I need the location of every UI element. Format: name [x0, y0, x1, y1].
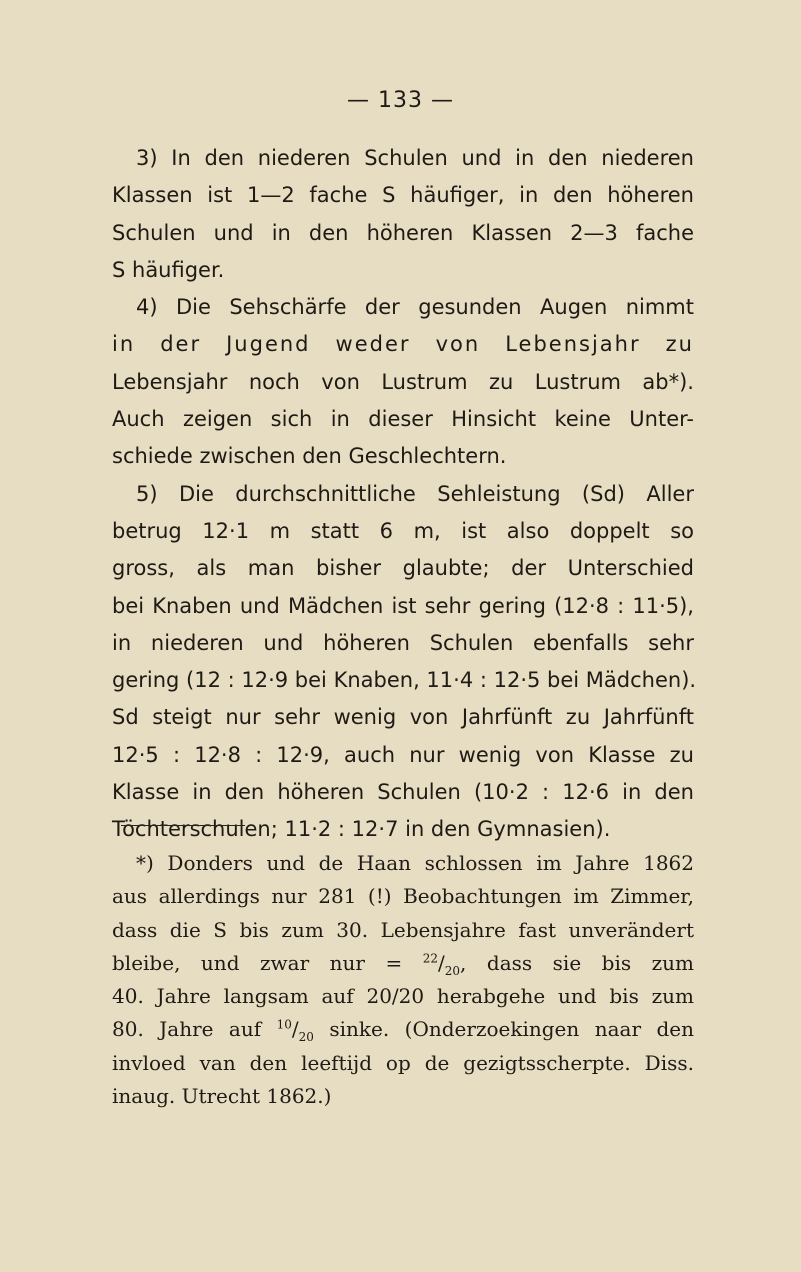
page-number: — 133 — — [347, 88, 454, 113]
footnote-text: 80. Jahre auf — [112, 1017, 277, 1042]
paragraph-5-line: Sd steigt nur sehr wenig von Jahrfünft zu Jahrfünft — [112, 705, 694, 730]
footnote-text: 40. Jahre langsam auf — [112, 984, 367, 1009]
footnote-divider — [121, 825, 245, 826]
footnote-line — [112, 980, 694, 1013]
footnote-line: dass die S bis zum 30. Lebensjahre fast unverändert — [112, 917, 694, 942]
paragraph-5-line: Töchterschulen; 11·2 : 12·7 in den Gymnasien). — [112, 817, 611, 842]
paragraph-5-line: gering (12 : 12·9 bei Knaben, 11·4 : 12·5 bei Mädchen). — [112, 668, 697, 693]
footnote-text: bleibe, und zwar nur = — [112, 950, 423, 975]
paragraph-3-line: 3) In den niederen Schulen und in den niederen — [136, 146, 694, 170]
paragraph-3-line: S häufiger. — [112, 257, 225, 282]
body-text — [112, 140, 697, 849]
paragraph-5-line: gross, als man bisher glaubte; der Unterschied — [112, 556, 694, 581]
footnote-text: , dass sie bis zum — [460, 950, 695, 975]
footnote-line: aus allerdings nur 281 (!) Beobachtungen im Zimmer, — [112, 884, 694, 909]
fraction-denominator: 20 — [444, 963, 461, 978]
paragraph-5-line: betrug 12·1 m statt 6 m, ist also doppelt so — [112, 518, 694, 543]
footnote-text: herabgehe und bis zum — [424, 984, 694, 1009]
paragraph-4-line: 4) Die Sehschärfe der gesunden Augen nimmt — [136, 295, 694, 320]
footnote-line: bleibe, und zwar nur = $^{22}/_{20}$, dass sie bis zum — [112, 950, 695, 978]
fraction: 20/20 — [366, 984, 425, 1009]
paragraph-4-line: in der Jugend weder von Lebensjahr zu — [112, 332, 694, 357]
footnote-line: inaug. Utrecht 1862.) — [112, 1084, 332, 1109]
paragraph-4-line: Auch zeigen sich in dieser Hinsicht keine Unter- — [112, 407, 694, 432]
paragraph-3-line: Klassen ist 1—2 fache S häufiger, in den höheren — [112, 183, 694, 208]
fraction-denominator: 20 — [298, 1030, 314, 1045]
paragraph-5-line: in niederen und höheren Schulen ebenfalls sehr — [112, 630, 694, 655]
paragraph-4-line: schiede zwischen den Geschlechtern. — [112, 444, 507, 469]
paragraph-5-line: 12·5 : 12·8 : 12·9, auch nur wenig von Klasse zu — [112, 742, 694, 767]
paragraph-5-line: 5) Die durchschnittliche Sehleistung (Sd) Aller — [136, 481, 694, 506]
paragraph-4-line: Lebensjahr noch von Lustrum zu Lustrum ab*). — [112, 369, 694, 394]
footnote-line: 80. Jahre auf $^{10}/_{20}$ sinke. (Onderzoekingen naar den — [112, 1017, 694, 1045]
paragraph-5-line: bei Knaben und Mädchen ist sehr gering (12·8 : 11·5), — [112, 593, 694, 618]
fraction-numerator: 10 — [276, 1017, 292, 1032]
paragraph-3-line: Schulen und in den höheren Klassen 2—3 fache — [112, 220, 694, 245]
footnote-line: invloed van den leeftijd op de gezigtsscherpte. Diss. — [112, 1050, 694, 1075]
fraction-numerator: 22 — [422, 951, 439, 966]
footnote-line: *) Donders und de Haan schlossen im Jahre 1862 — [136, 851, 694, 875]
paragraph-5-line: Klasse in den höheren Schulen (10·2 : 12·6 in den — [112, 780, 694, 805]
footnote-text: sinke. (Onderzoekingen naar den — [313, 1017, 694, 1042]
footnote — [112, 847, 694, 1113]
